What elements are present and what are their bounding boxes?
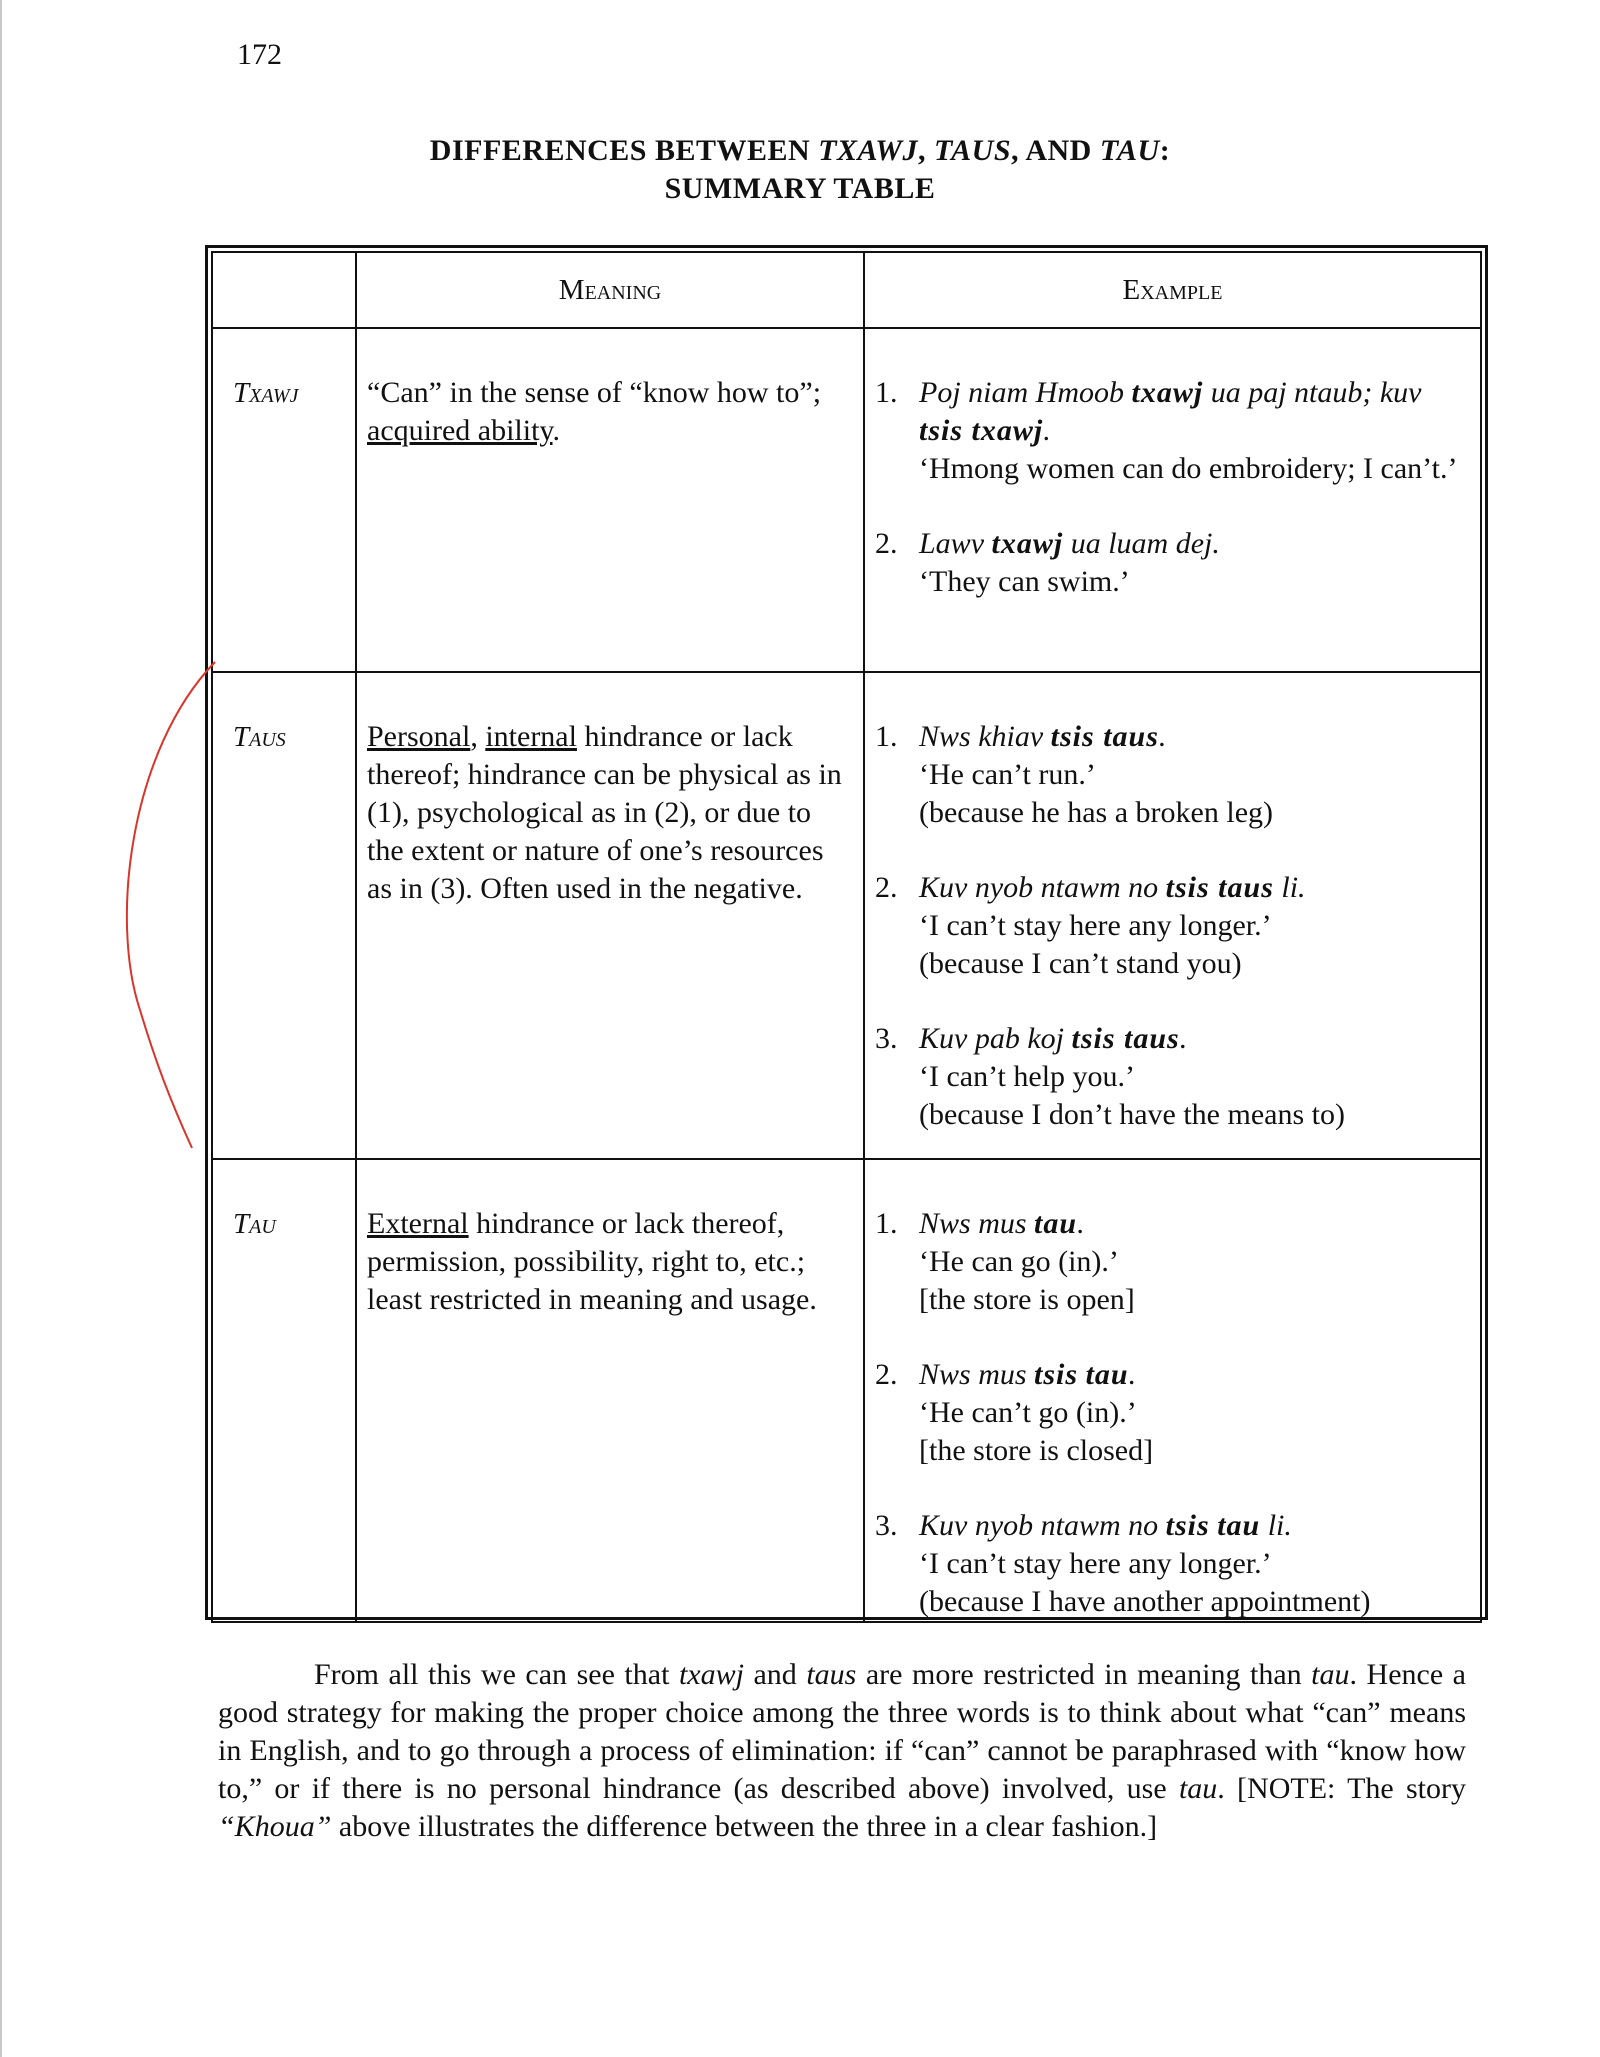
meaning-cell: [356, 672, 864, 1159]
hmong-keyword: txawj: [1131, 376, 1204, 409]
meaning-cell: [356, 1159, 864, 1622]
meaning-underlined: Personal: [367, 720, 471, 753]
hmong-sentence: [919, 525, 1466, 563]
example-cell: [864, 1159, 1481, 1622]
hmong-text: [1078, 1358, 1086, 1391]
paragraph-text: From all this we can see that: [314, 1658, 679, 1691]
meaning-text: ,: [470, 720, 486, 753]
paragraph-term: tau: [1311, 1658, 1350, 1691]
example-body: [919, 1020, 1466, 1134]
title-sep: ,: [917, 134, 934, 167]
example-item: [875, 525, 1466, 601]
example-item: [875, 1507, 1466, 1621]
table-row-taus: [212, 672, 1481, 1159]
paragraph-text: . [NOTE: The story: [1217, 1772, 1467, 1805]
hmong-sentence: [919, 1205, 1466, 1243]
paragraph-term: txawj: [678, 1658, 744, 1691]
example-number: 3.: [875, 1022, 898, 1055]
hmong-text: ua luam dej.: [1063, 527, 1220, 560]
header-blank: [212, 252, 356, 328]
meaning-text: hindrance or lack thereof, permission, possibility, right to, etc.; least restricted in meaning and usage.: [367, 1207, 817, 1316]
hmong-keyword: tsis taus: [1165, 871, 1274, 904]
hmong-text: Kuv pab koj: [919, 1022, 1072, 1055]
title-suffix: :: [1159, 134, 1171, 167]
hmong-text: Lawv: [919, 527, 992, 560]
paragraph-text: above illustrates the difference between the three in a clear fashion.]: [331, 1810, 1158, 1843]
example-body: [919, 869, 1466, 983]
hmong-keyword: tsis taus: [1050, 720, 1159, 753]
meaning-text: .: [552, 414, 560, 447]
summary-table-frame: [205, 245, 1488, 1620]
context-note: (because he has a broken leg): [919, 796, 1273, 829]
row-label: Taus: [212, 672, 356, 1159]
hmong-keyword: tau: [1217, 1509, 1261, 1542]
hmong-sentence: [919, 718, 1466, 756]
example-number: 1.: [875, 720, 898, 753]
example-item: [875, 374, 1466, 488]
title-term-tau: TAU: [1099, 134, 1160, 167]
paragraph-text: and: [743, 1658, 807, 1691]
context-note: (because I can’t stand you): [919, 947, 1242, 980]
hmong-text: .: [1043, 414, 1051, 447]
example-item: [875, 869, 1466, 983]
hmong-text: Nws mus: [919, 1207, 1035, 1240]
hmong-text: Kuv nyob ntawm no: [919, 871, 1166, 904]
page-number: 172: [237, 38, 282, 71]
hmong-sentence: [919, 1356, 1466, 1394]
meaning-underlined: acquired ability: [367, 414, 553, 447]
page-title: [0, 132, 1600, 208]
header-meaning: Meaning: [356, 252, 864, 328]
example-number: 1.: [875, 376, 898, 409]
hmong-text: Poj niam Hmoob: [919, 376, 1132, 409]
example-number: 2.: [875, 1358, 898, 1391]
context-note: (because I don’t have the means to): [919, 1098, 1345, 1131]
example-body: [919, 374, 1466, 488]
hmong-text: .: [1158, 720, 1167, 753]
hmong-sentence: [919, 1507, 1466, 1545]
row-label: Tau: [212, 1159, 356, 1622]
example-item: [875, 1020, 1466, 1134]
example-body: [919, 1507, 1466, 1621]
title-line-1: [0, 132, 1600, 170]
example-number: 2.: [875, 871, 898, 904]
summary-table: [211, 251, 1482, 1623]
context-note: [the store is open]: [919, 1283, 1135, 1316]
title-line-2: SUMMARY TABLE: [664, 172, 936, 205]
handwritten-arc-mark: [110, 660, 220, 1150]
english-gloss: ‘He can go (in).’: [919, 1245, 1119, 1278]
paragraph-text: . Hence a good strategy for making the proper choice among the three words is to think about what “can” means in English, and to go through a process of elimination: if “can” cannot be paraphrased with “know how to,” or if there is no personal hindrance (as described above) involved, use: [218, 1658, 1466, 1805]
example-item: [875, 718, 1466, 832]
header-row: [212, 252, 1481, 328]
hmong-keyword: tau: [1034, 1207, 1078, 1240]
page-edge-line: [0, 0, 2, 2057]
example-body: [919, 525, 1466, 601]
title-prefix: DIFFERENCES BETWEEN: [429, 134, 819, 167]
hmong-text: .: [1179, 1022, 1188, 1055]
paragraph-text: are more restricted in meaning than: [856, 1658, 1312, 1691]
hmong-text: Nws khiav: [919, 720, 1051, 753]
hmong-keyword: txawj: [991, 527, 1064, 560]
example-item: [875, 1205, 1466, 1319]
hmong-text: ua paj ntaub; kuv: [1203, 376, 1422, 409]
example-number: 3.: [875, 1509, 898, 1542]
meaning-underlined: internal: [485, 720, 577, 753]
hmong-keyword: tsis: [1165, 1509, 1210, 1542]
context-note: (because I have another appointment): [919, 1585, 1371, 1618]
english-gloss: ‘I can’t stay here any longer.’: [919, 909, 1272, 942]
meaning-underlined: External: [367, 1207, 469, 1240]
title-term-txawj: TXAWJ: [818, 134, 918, 167]
example-item: [875, 1356, 1466, 1470]
hmong-keyword: tsis taus: [1071, 1022, 1180, 1055]
title-sep: , AND: [1011, 134, 1100, 167]
paragraph-term: taus: [806, 1658, 857, 1691]
table-row-tau: [212, 1159, 1481, 1622]
meaning-text: “Can” in the sense of “know how to”;: [367, 376, 822, 409]
arc-stroke: [127, 662, 215, 1148]
body-paragraph: [218, 1656, 1466, 1846]
english-gloss: ‘He can’t run.’: [919, 758, 1096, 791]
header-example: Example: [864, 252, 1481, 328]
example-number: 1.: [875, 1207, 898, 1240]
example-cell: [864, 328, 1481, 672]
paragraph-term: tau: [1178, 1772, 1218, 1805]
hmong-text: li.: [1273, 871, 1306, 904]
table-row-txawj: [212, 328, 1481, 672]
example-body: [919, 1356, 1466, 1470]
hmong-keyword: tsis txawj: [919, 414, 1044, 447]
paragraph-story-title: “Khoua”: [218, 1810, 332, 1843]
example-body: [919, 1205, 1466, 1319]
example-cell: [864, 672, 1481, 1159]
hmong-sentence: [919, 869, 1466, 907]
english-gloss: ‘He can’t go (in).’: [919, 1396, 1137, 1429]
english-gloss: ‘I can’t stay here any longer.’: [919, 1547, 1272, 1580]
meaning-text: hindrance or lack thereof; hindrance can be physical as in (1), psychological as in (2), or due to the extent or nature of one’s resources as in (3). Often used in the negative.: [367, 720, 842, 905]
hmong-text: Kuv nyob ntawm no: [919, 1509, 1166, 1542]
hmong-sentence: [919, 374, 1466, 450]
hmong-keyword: tau: [1085, 1358, 1129, 1391]
hmong-text: li.: [1260, 1509, 1292, 1542]
context-note: [the store is closed]: [919, 1434, 1154, 1467]
english-gloss: ‘I can’t help you.’: [919, 1060, 1136, 1093]
english-gloss: ‘Hmong women can do embroidery; I can’t.’: [919, 452, 1458, 485]
example-number: 2.: [875, 527, 898, 560]
hmong-keyword: tsis: [1034, 1358, 1079, 1391]
meaning-cell: [356, 328, 864, 672]
hmong-sentence: [919, 1020, 1466, 1058]
english-gloss: ‘They can swim.’: [919, 565, 1130, 598]
hmong-text: .: [1128, 1358, 1137, 1391]
hmong-text: Nws mus: [919, 1358, 1035, 1391]
hmong-text: .: [1077, 1207, 1085, 1240]
row-label: Txawj: [212, 328, 356, 672]
example-body: [919, 718, 1466, 832]
title-term-taus: TAUS: [933, 134, 1011, 167]
